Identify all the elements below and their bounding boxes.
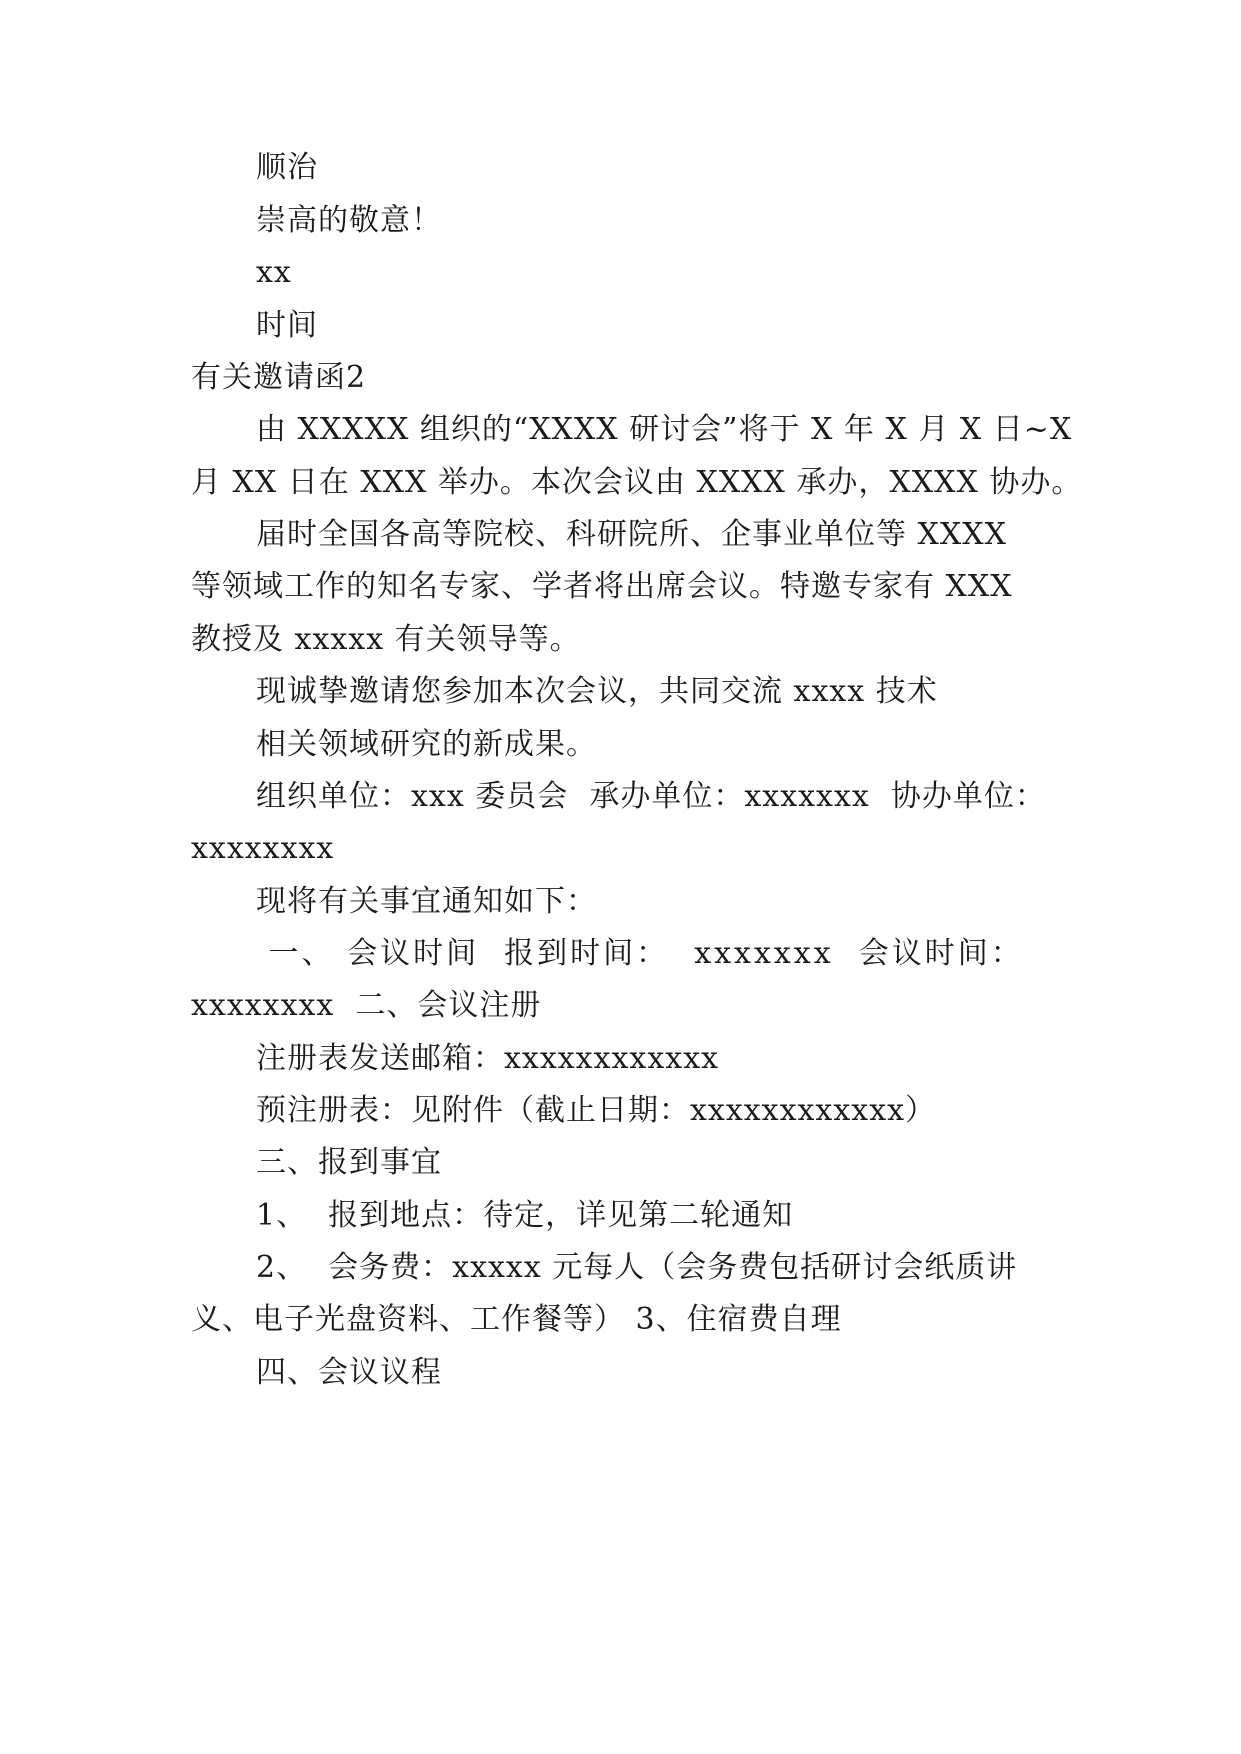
text-line: xxxxxxxx	[191, 831, 335, 866]
text-line: 注册表发送邮箱：xxxxxxxxxxxx	[256, 1041, 720, 1076]
section-heading: 有关邀请函2	[191, 360, 367, 395]
text-line: 等领域工作的知名专家、学者将出席会议。特邀专家有 XXX	[191, 569, 1013, 604]
text-line: 顺治	[256, 150, 318, 185]
text-line: xx	[256, 255, 292, 290]
text-line: 由 XXXXX 组织的“XXXX 研讨会”将于 X 年 X 月 X 日~X	[256, 412, 1073, 447]
text-line: 预注册表：见附件（截止日期：xxxxxxxxxxxx）	[256, 1093, 937, 1128]
text-line: 现诚挚邀请您参加本次会议，共同交流 xxxx 技术	[256, 674, 938, 709]
text-line: 义、电子光盘资料、工作餐等） 3、住宿费自理	[191, 1302, 842, 1337]
text-line: 相关领域研究的新成果。	[256, 727, 597, 762]
text-line: 崇高的敬意！	[256, 203, 442, 238]
text-line: 月 XX 日在 XXX 举办。本次会议由 XXXX 承办，XXXX 协办。	[191, 465, 1083, 500]
text-line: 组织单位：xxx 委员会 承办单位：xxxxxxx 协办单位：	[256, 779, 1046, 814]
text-line: 时间	[256, 308, 318, 343]
text-line: 1、 报到地点：待定，详见第二轮通知	[256, 1198, 794, 1233]
text-line: 届时全国各高等院校、科研院所、企事业单位等 XXXX	[256, 517, 1007, 552]
text-line: 2、 会务费：xxxxx 元每人（会务费包括研讨会纸质讲	[256, 1250, 1018, 1285]
text-line: 三、报到事宜	[256, 1145, 442, 1180]
text-line: 教授及 xxxxx 有关领导等。	[191, 622, 581, 657]
text-line: xxxxxxxx 二、会议注册	[191, 988, 542, 1023]
text-line: 现将有关事宜通知如下：	[256, 884, 597, 919]
text-line: 一、 会议时间 报到时间： xxxxxxx 会议时间：	[256, 936, 1024, 971]
text-line: 四、会议议程	[256, 1355, 442, 1390]
